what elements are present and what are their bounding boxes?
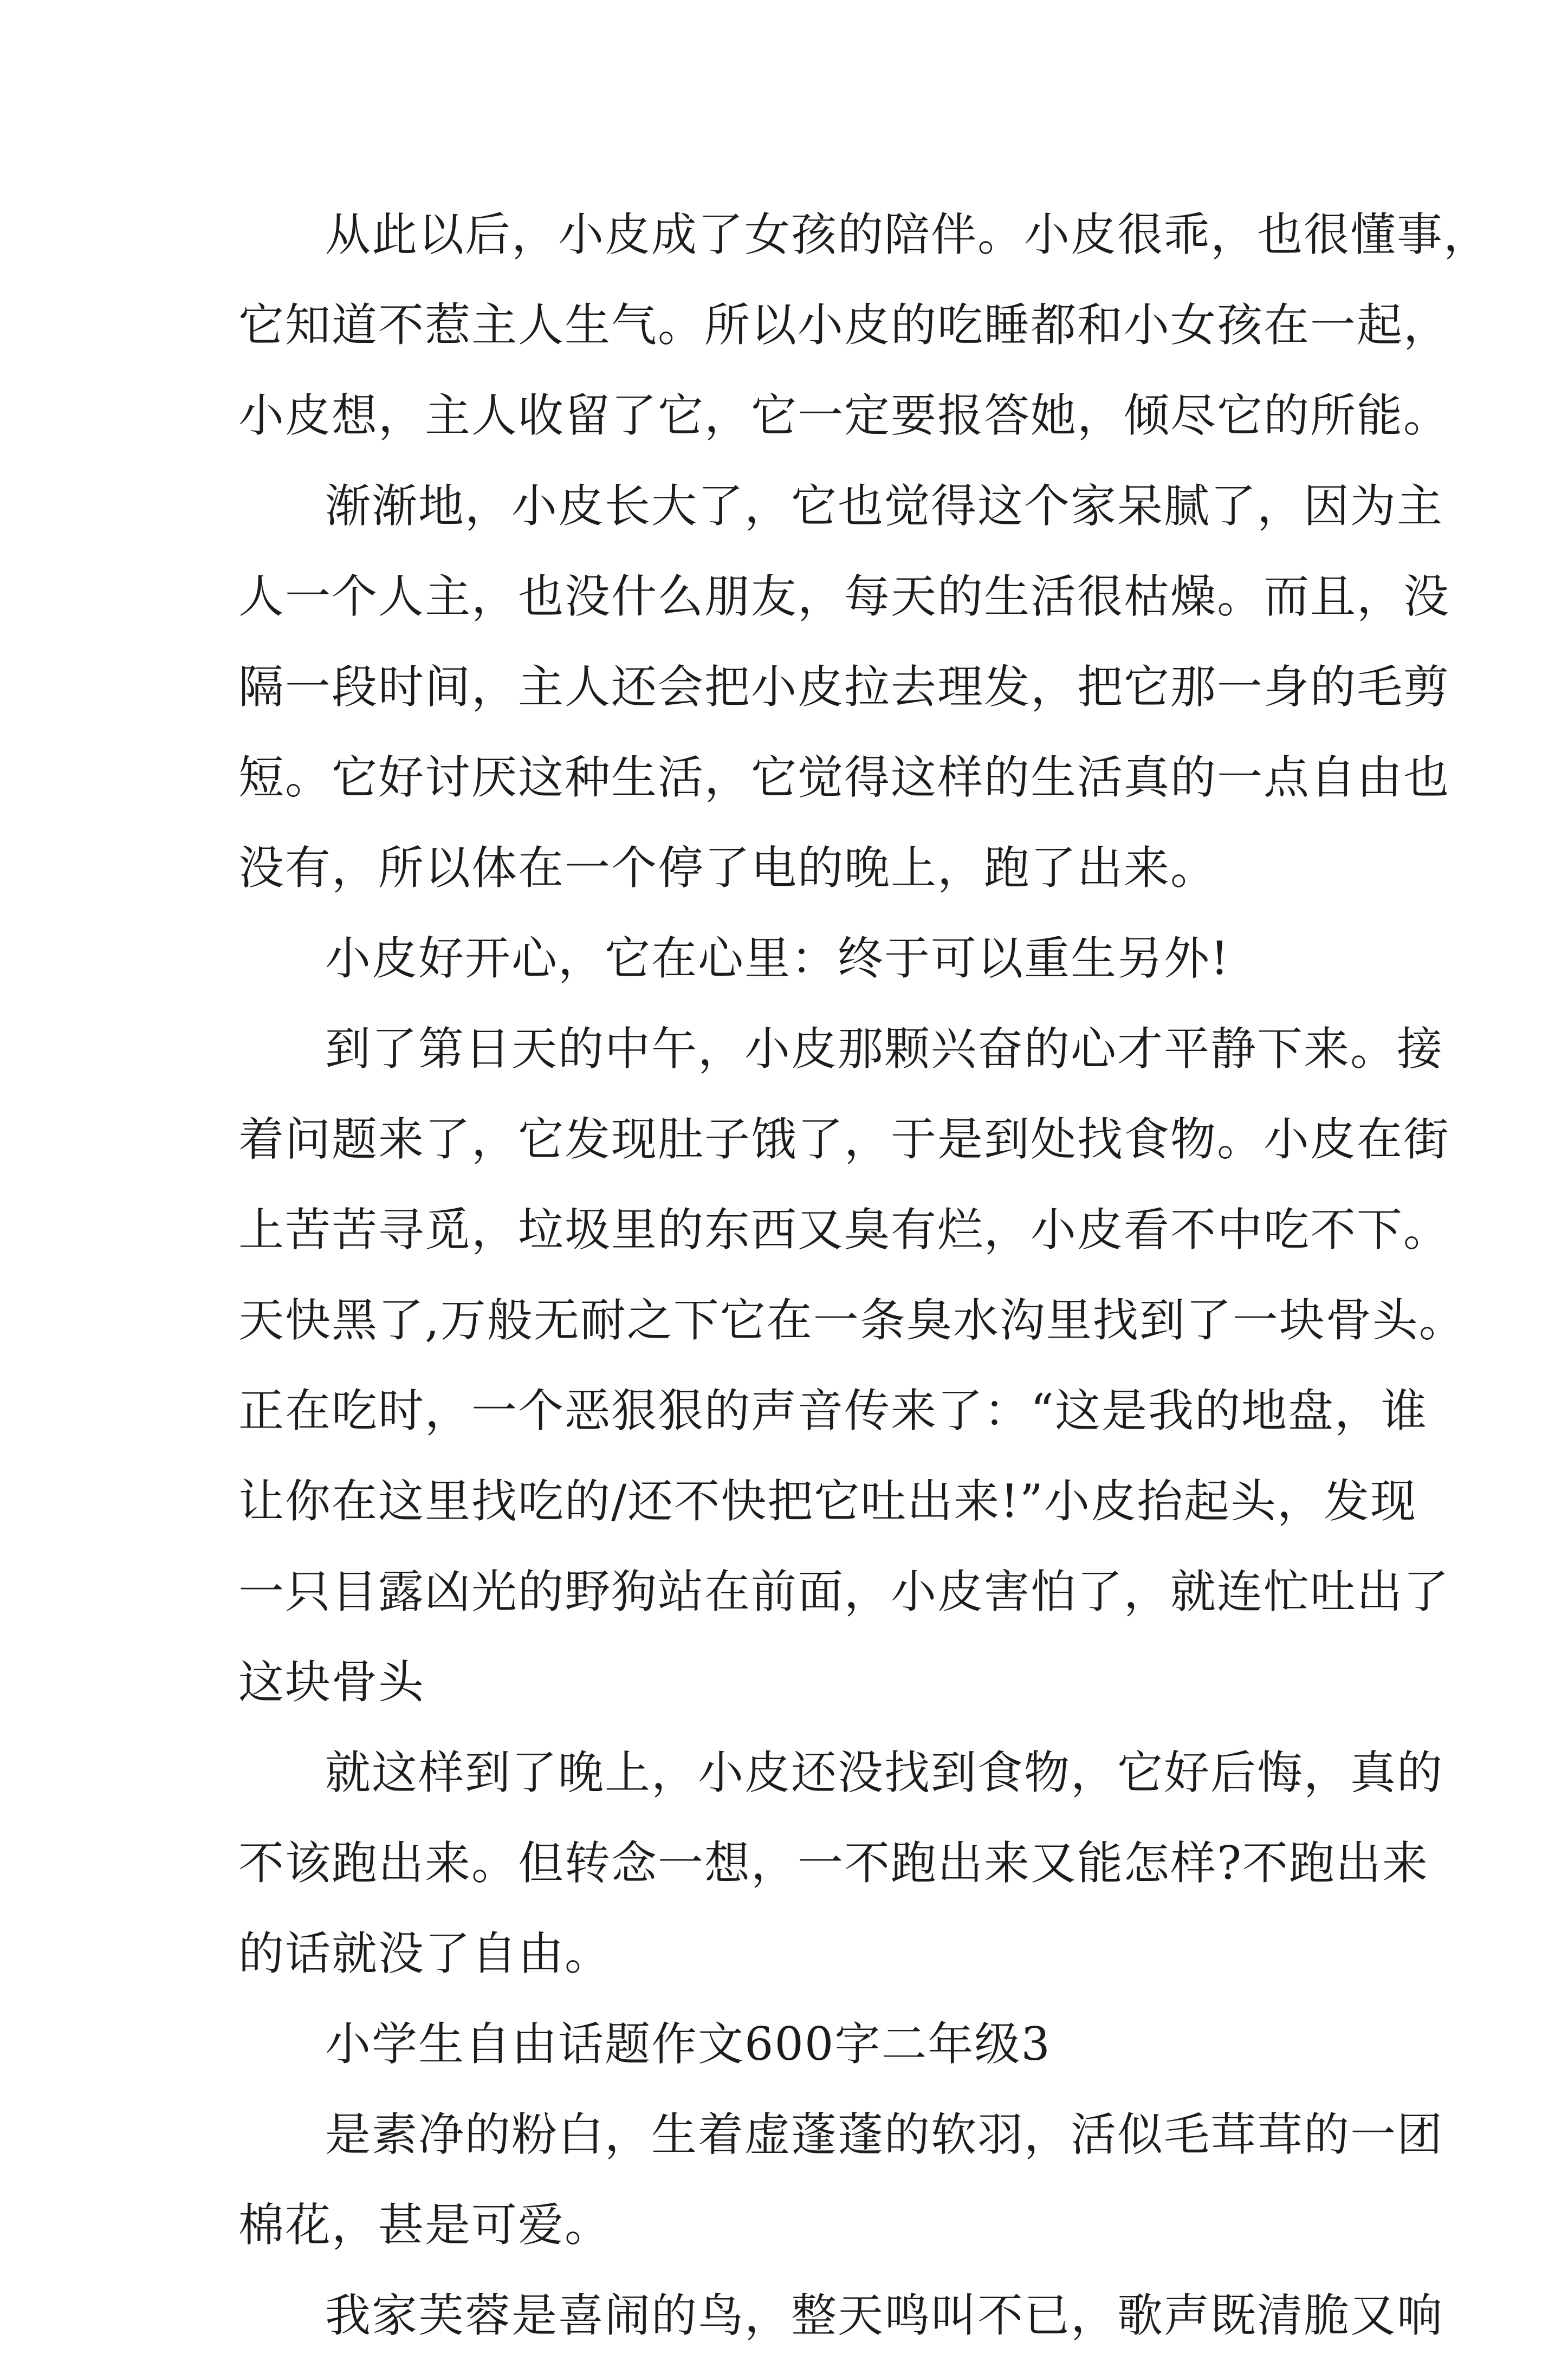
text-line: 正在吃时，一个恶狠狠的声音传来了：“这是我的地盘，谁 [238, 1384, 1428, 1437]
text-line: 没有，所以体在一个停了电的晚上，跑了出来。 [238, 841, 1217, 894]
text-line: 就这样到了晚上，小皮还没找到食物，它好后悔，真的 [325, 1746, 1444, 1799]
text-line: 短。它好讨厌这种生活，它觉得这样的生活真的一点自由也 [238, 751, 1450, 804]
text-line: 它知道不惹主人生气。所以小皮的吃睡都和小女孩在一起， [238, 299, 1450, 352]
text-line: 天快黑了,万般无耐之下它在一条臭水沟里找到了一块骨头。 [238, 1294, 1466, 1347]
text-line: 隔一段时间，主人还会把小皮拉去理发，把它那一身的毛剪 [238, 660, 1450, 714]
text-line: 让你在这里找吃的/还不快把它吐出来!”小皮抬起头，发现 [238, 1475, 1417, 1528]
text-line: 不该跑出来。但转念一想，一不跑出来又能怎样?不跑出来 [238, 1837, 1429, 1890]
document-body [238, 190, 1491, 2361]
text-line: 是素净的粉白，生着虚蓬蓬的软羽，活似毛茸茸的一团 [325, 2108, 1444, 2161]
text-line: 着问题来了，它发现肚子饿了，于是到处找食物。小皮在街 [238, 1113, 1450, 1166]
text-line: 从此以后，小皮成了女孩的陪伴。小皮很乖，也很懂事， [325, 208, 1491, 261]
text-line: 到了第日天的中午，小皮那颗兴奋的心才平静下来。接 [325, 1022, 1444, 1075]
text-line: 人一个人主，也没什么朋友，每天的生活很枯燥。而且，没 [238, 570, 1450, 623]
text-line: 一只目露凶光的野狗站在前面，小皮害怕了，就连忙吐出了 [238, 1565, 1450, 1618]
text-line: 棉花，甚是可爱。 [238, 2198, 612, 2252]
text-line: 小皮想，主人收留了它，它一定要报答她，倾尽它的所能。 [238, 389, 1450, 442]
section-heading: 小学生自由话题作文600字二年级3 [325, 2018, 1051, 2071]
text-line: 的话就没了自由。 [238, 1927, 612, 1980]
text-line: 这块骨头 [238, 1656, 425, 1709]
text-line: 小皮好开心，它在心里：终于可以重生另外! [325, 932, 1230, 985]
text-line: 渐渐地，小皮长大了，它也觉得这个家呆腻了，因为主 [325, 479, 1444, 533]
text-line: 上苦苦寻觅，垃圾里的东西又臭有烂，小皮看不中吃不下。 [238, 1203, 1450, 1256]
text-line: 我家芙蓉是喜闹的鸟，整天鸣叫不已，歌声既清脆又响 [325, 2289, 1444, 2342]
